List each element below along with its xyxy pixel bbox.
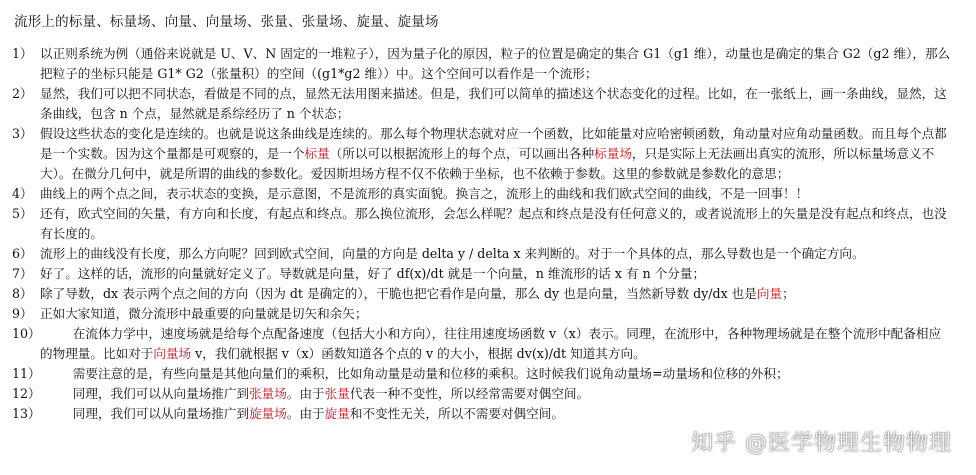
text-run: 和不变性无关，所以不需要对偶空间。 — [349, 406, 564, 421]
text-run: 。由于 — [286, 406, 325, 421]
list-item-text — [40, 404, 952, 424]
list-item-number: 12） — [12, 386, 41, 401]
highlighted-term: 向量 — [756, 286, 783, 301]
list-item — [0, 324, 976, 364]
highlighted-term: 向量场 — [153, 346, 192, 361]
list-item — [0, 184, 976, 204]
list-item-number: 9） — [12, 306, 33, 321]
page-title: 流形上的标量、标量场、向量、向量场、张量、张量场、旋量、旋量场 — [14, 14, 439, 30]
list-item-number: 5） — [12, 206, 33, 221]
list-item-text — [40, 264, 952, 284]
text-run: 需要注意的是，有些向量是其他向量们的乘积，比如角动量是动量和位移的乘积。这时候我们说角动量场=动量场和位移的外积； — [72, 366, 789, 381]
text-run: 还有，欧式空间的矢量，有方向和长度，有起点和终点。那么换位流形，会怎么样呢？起点和终点是没有任何意义的，或者说流形上的矢量是没有起点和终点，也没有长度的。 — [40, 206, 947, 241]
list-item — [0, 304, 976, 324]
text-run: 在流体力学中，速度场就是给每个点配备速度（包括大小和方向），往往用速度场函数 v（x）表示。同理，在流形中，各种物理场就是在整个流形中配备相应的物理量。比如对于 — [40, 326, 942, 361]
list-item-number: 1） — [12, 46, 33, 61]
highlighted-term: 旋量场 — [249, 406, 287, 421]
list-item-number: 8） — [12, 286, 33, 301]
list-item-text — [40, 204, 952, 244]
highlighted-term: 标量场 — [594, 146, 632, 161]
highlighted-term: 张量场 — [249, 386, 287, 401]
list-item-text — [40, 84, 952, 124]
list-item-text — [40, 44, 952, 84]
text-run: 同理，我们可以从向量场推广到 — [72, 386, 250, 401]
list-item-number: 3） — [12, 126, 33, 141]
list-item — [0, 284, 976, 304]
text-run: （所以可以根据流形上的每个点，可以画出各种 — [329, 146, 595, 161]
list-item-text — [40, 304, 952, 324]
list-item — [0, 384, 976, 404]
highlighted-term: 标量 — [304, 146, 330, 161]
list-item-number: 7） — [12, 266, 33, 281]
highlighted-term: 旋量 — [324, 406, 350, 421]
list-item-number: 11） — [12, 366, 41, 381]
text-run: 。由于 — [286, 386, 325, 401]
highlighted-term: 张量 — [324, 386, 350, 401]
list-item-text — [40, 384, 952, 404]
list-item-text — [40, 124, 952, 184]
text-run: 曲线上的两个点之间，表示状态的变换，是示意图，不是流形的真实面貌。换言之，流形上的曲线和我们欧式空间的曲线，不是一回事！！ — [40, 186, 809, 201]
text-run: 同理，我们可以从向量场推广到 — [72, 406, 250, 421]
list-item-number: 4） — [12, 186, 33, 201]
list-item-number: 6） — [12, 246, 33, 261]
text-run: 除了导数，dx 表示两个点之间的方向（因为 dt 是确定的），干脆也把它看作是向量，那么 dy 也是向量，当然新导数 dy/dx 也是 — [40, 286, 757, 301]
list-item — [0, 244, 976, 264]
list-item — [0, 204, 976, 244]
list-item — [0, 44, 976, 84]
list-item-number: 10） — [12, 326, 41, 341]
text-run: 假设这些状态的变化是连续的。也就是说这条曲线是连续的。那么每个物理状态就对应一个函数，比如能量对应哈密顿函数，角动量对应角动量函数。而且每个点都是一个实数。因为这个量都是可观察的，是一个 — [40, 126, 947, 161]
numbered-list — [0, 44, 976, 424]
list-item-text — [40, 244, 952, 264]
list-item — [0, 364, 976, 384]
text-run: ，只是实际上无法画出真实的流形，所以标量场意义不大）。在微分几何中，就是所谓的曲线的参数化。爱因斯坦场方程不仅不依赖于坐标，也不依赖于参数。这里的参数就是参数化的意思； — [40, 146, 935, 181]
list-item — [0, 264, 976, 284]
list-item-text — [40, 324, 952, 364]
text-run: 流形上的曲线没有长度，那么方向呢？回到欧式空间，向量的方向是 delta y / delta x 来判断的。对于一个具体的点，那么导数也是一个确定方向。 — [40, 246, 865, 261]
text-run: 好了。这样的话，流形的向量就好定义了。导数就是向量，好了 df(x)/dt 就是一个向量，n 维流形的话 x 有 n 个分量； — [40, 266, 706, 281]
text-run: v，我们就根据 v（x）函数知道各个点的 v 的大小，根据 dv(x)/dt 知道其方向。 — [191, 346, 646, 361]
list-item — [0, 84, 976, 124]
list-item — [0, 124, 976, 184]
text-run: 正如大家知道，微分流形中最重要的向量就是切矢和余矢； — [40, 306, 368, 321]
list-item-number: 2） — [12, 86, 33, 101]
list-item-text — [40, 184, 952, 204]
text-run: 以正则系统为例（通俗来说就是 U、V、N 固定的一堆粒子），因为量子化的原因，粒子的位置是确定的集合 G1（g1 维），动量也是确定的集合 G2（g2 维），那么把粒子的坐标只能是 G1* G2（张量积）的空间（(g1*g2 维））中。这个空间可以看作是一个流形； — [40, 46, 951, 81]
text-run: 显然，我们可以把不同状态，看做是不同的点，显然无法用图来描述。但是，我们可以简单的描述这个状态变化的过程。比如，在一张纸上，画一条曲线，显然，这条曲线，包含 n 个点，显然就是系综经历了 n 个状态； — [40, 86, 947, 121]
text-run: ； — [782, 286, 795, 301]
list-item-number: 13） — [12, 406, 41, 421]
watermark: 知乎 @医学物理生物物理 — [691, 431, 952, 456]
list-item — [0, 404, 976, 424]
list-item-text — [40, 364, 952, 384]
list-item-text — [40, 284, 952, 304]
text-run: 代表一种不变性，所以经常需要对偶空间。 — [349, 386, 590, 401]
